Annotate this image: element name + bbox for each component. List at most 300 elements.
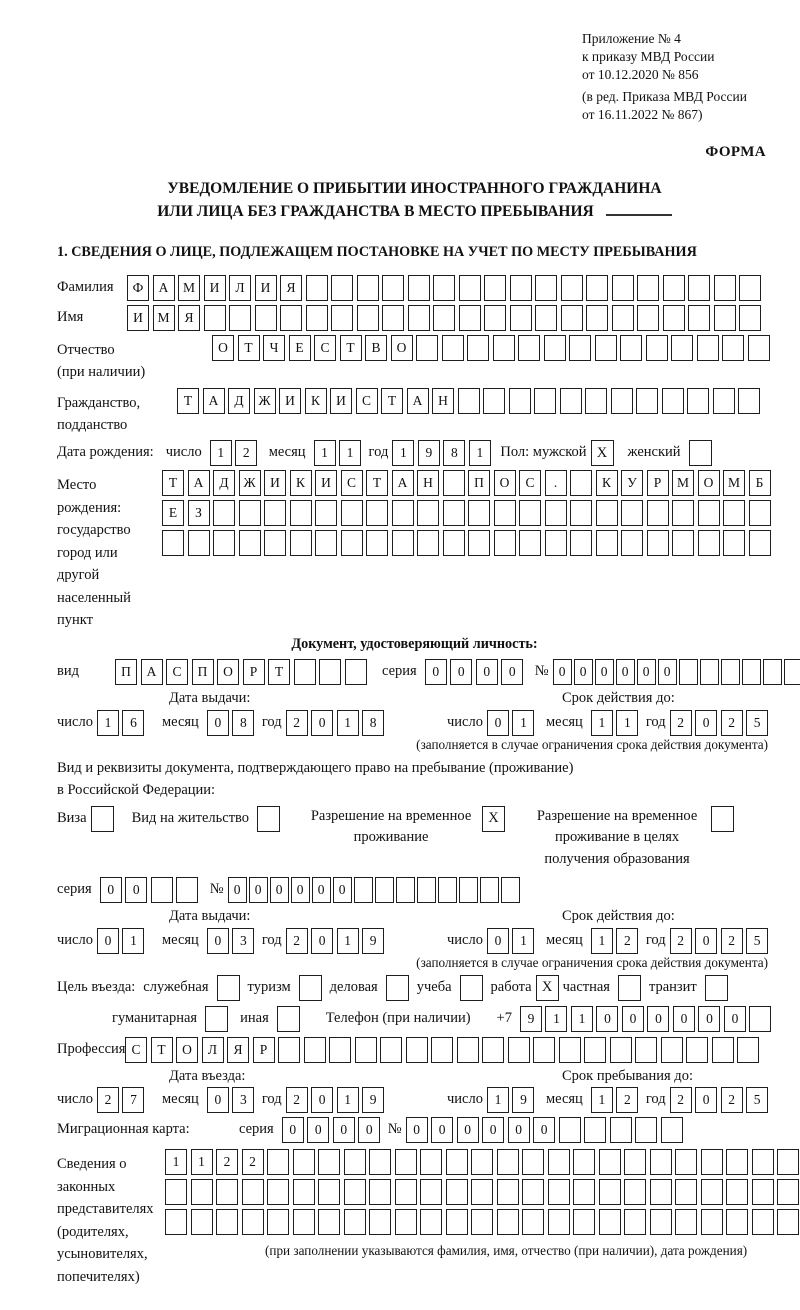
form-cell[interactable]: Р — [243, 659, 265, 685]
form-cell[interactable] — [501, 877, 520, 903]
form-cell[interactable] — [586, 305, 608, 331]
form-cell[interactable] — [443, 470, 465, 496]
form-cell[interactable]: Е — [162, 500, 184, 526]
form-cell[interactable] — [722, 335, 744, 361]
form-cell[interactable]: И — [255, 275, 277, 301]
form-cell[interactable]: 3 — [232, 928, 254, 954]
form-cell[interactable] — [713, 388, 735, 414]
form-cell[interactable] — [612, 305, 634, 331]
form-cell[interactable] — [721, 659, 740, 685]
permit-number-cells[interactable] — [228, 877, 522, 903]
form-cell[interactable] — [392, 500, 414, 526]
form-cell[interactable] — [748, 335, 770, 361]
form-cell[interactable] — [459, 305, 481, 331]
form-cell[interactable] — [739, 305, 761, 331]
form-cell[interactable]: 9 — [418, 440, 440, 466]
form-cell[interactable]: 1 — [122, 928, 144, 954]
form-cell[interactable] — [637, 305, 659, 331]
form-cell[interactable] — [484, 275, 506, 301]
form-cell[interactable]: 0 — [311, 710, 333, 736]
form-cell[interactable] — [497, 1209, 519, 1235]
form-cell[interactable] — [446, 1149, 468, 1175]
form-cell[interactable]: И — [204, 275, 226, 301]
form-cell[interactable]: С — [125, 1037, 147, 1063]
stay-month-cells[interactable] — [591, 1087, 642, 1113]
doc-issue-year-cells[interactable] — [286, 710, 388, 736]
form-cell[interactable] — [570, 500, 592, 526]
form-cell[interactable] — [661, 1037, 683, 1063]
form-cell[interactable]: 0 — [501, 659, 523, 685]
form-cell[interactable]: 2 — [97, 1087, 119, 1113]
form-cell[interactable] — [151, 877, 173, 903]
form-cell[interactable]: О — [391, 335, 413, 361]
form-cell[interactable] — [599, 1149, 621, 1175]
form-cell[interactable]: 1 — [487, 1087, 509, 1113]
form-cell[interactable]: Ж — [254, 388, 276, 414]
form-cell[interactable]: 0 — [622, 1006, 644, 1032]
form-cell[interactable] — [701, 1149, 723, 1175]
form-cell[interactable] — [510, 305, 532, 331]
form-cell[interactable]: 5 — [746, 1087, 768, 1113]
purpose-humanitarian-checkbox[interactable] — [205, 1006, 228, 1032]
form-cell[interactable] — [714, 305, 736, 331]
form-cell[interactable] — [701, 1179, 723, 1205]
form-cell[interactable]: 0 — [125, 877, 147, 903]
form-cell[interactable]: А — [153, 275, 175, 301]
form-cell[interactable] — [315, 500, 337, 526]
form-cell[interactable] — [647, 500, 669, 526]
form-cell[interactable] — [467, 335, 489, 361]
form-cell[interactable]: С — [314, 335, 336, 361]
form-cell[interactable] — [726, 1149, 748, 1175]
form-cell[interactable] — [494, 530, 516, 556]
form-cell[interactable]: Т — [268, 659, 290, 685]
form-cell[interactable]: 0 — [658, 659, 677, 685]
form-cell[interactable]: М — [723, 470, 745, 496]
form-cell[interactable]: 0 — [695, 928, 717, 954]
form-cell[interactable] — [777, 1209, 799, 1235]
form-cell[interactable]: 0 — [482, 1117, 504, 1143]
form-cell[interactable]: 0 — [97, 928, 119, 954]
form-cell[interactable] — [573, 1179, 595, 1205]
form-cell[interactable]: Л — [229, 275, 251, 301]
form-cell[interactable] — [672, 530, 694, 556]
form-cell[interactable] — [752, 1149, 774, 1175]
migration-number-cells[interactable] — [406, 1117, 687, 1143]
form-cell[interactable] — [777, 1179, 799, 1205]
entry-day-cells[interactable] — [97, 1087, 148, 1113]
form-cell[interactable] — [165, 1209, 187, 1235]
form-cell[interactable] — [267, 1179, 289, 1205]
form-cell[interactable] — [624, 1149, 646, 1175]
form-cell[interactable] — [726, 1179, 748, 1205]
doc-valid-month-cells[interactable] — [591, 710, 642, 736]
form-cell[interactable]: 0 — [695, 1087, 717, 1113]
form-cell[interactable] — [484, 305, 506, 331]
form-cell[interactable]: П — [115, 659, 137, 685]
form-cell[interactable] — [723, 530, 745, 556]
form-cell[interactable]: Т — [162, 470, 184, 496]
form-cell[interactable] — [264, 530, 286, 556]
form-cell[interactable] — [635, 1037, 657, 1063]
form-cell[interactable] — [366, 500, 388, 526]
form-cell[interactable]: 5 — [746, 710, 768, 736]
form-cell[interactable]: 1 — [571, 1006, 593, 1032]
form-cell[interactable]: 0 — [425, 659, 447, 685]
form-cell[interactable]: А — [203, 388, 225, 414]
representatives-row-3[interactable] — [165, 1209, 800, 1235]
birth-day-cells[interactable] — [210, 440, 261, 466]
form-cell[interactable] — [585, 388, 607, 414]
form-cell[interactable]: Я — [178, 305, 200, 331]
form-cell[interactable] — [742, 659, 761, 685]
form-cell[interactable] — [341, 500, 363, 526]
form-cell[interactable] — [545, 500, 567, 526]
form-cell[interactable]: С — [166, 659, 188, 685]
purpose-transit-checkbox[interactable] — [705, 975, 728, 1001]
form-cell[interactable] — [752, 1209, 774, 1235]
form-cell[interactable]: 0 — [207, 928, 229, 954]
form-cell[interactable] — [396, 877, 415, 903]
form-cell[interactable] — [739, 275, 761, 301]
form-cell[interactable]: 1 — [165, 1149, 187, 1175]
form-cell[interactable]: 1 — [97, 710, 119, 736]
form-cell[interactable]: 2 — [721, 710, 743, 736]
form-cell[interactable] — [662, 388, 684, 414]
form-cell[interactable]: 2 — [721, 928, 743, 954]
form-cell[interactable] — [646, 335, 668, 361]
form-cell[interactable] — [494, 500, 516, 526]
form-cell[interactable]: Ж — [239, 470, 261, 496]
form-cell[interactable] — [624, 1209, 646, 1235]
form-cell[interactable] — [675, 1149, 697, 1175]
form-cell[interactable]: 9 — [512, 1087, 534, 1113]
form-cell[interactable] — [712, 1037, 734, 1063]
form-cell[interactable]: Т — [366, 470, 388, 496]
form-cell[interactable] — [509, 388, 531, 414]
form-cell[interactable]: А — [141, 659, 163, 685]
form-cell[interactable] — [698, 530, 720, 556]
form-cell[interactable] — [318, 1209, 340, 1235]
form-cell[interactable] — [468, 500, 490, 526]
form-cell[interactable] — [395, 1149, 417, 1175]
permit-valid-month-cells[interactable] — [591, 928, 642, 954]
form-cell[interactable]: Н — [432, 388, 454, 414]
form-cell[interactable] — [675, 1179, 697, 1205]
form-cell[interactable] — [417, 530, 439, 556]
form-cell[interactable] — [675, 1209, 697, 1235]
form-cell[interactable] — [672, 500, 694, 526]
form-cell[interactable] — [375, 877, 394, 903]
form-cell[interactable] — [165, 1179, 187, 1205]
form-cell[interactable]: С — [341, 470, 363, 496]
form-cell[interactable] — [341, 530, 363, 556]
permit-issue-month-cells[interactable] — [207, 928, 258, 954]
form-cell[interactable]: А — [392, 470, 414, 496]
form-cell[interactable] — [290, 500, 312, 526]
surname-cells[interactable] — [127, 275, 765, 301]
form-cell[interactable]: В — [365, 335, 387, 361]
form-cell[interactable]: Т — [340, 335, 362, 361]
form-cell[interactable] — [749, 1006, 771, 1032]
form-cell[interactable] — [176, 877, 198, 903]
form-cell[interactable] — [290, 530, 312, 556]
form-cell[interactable]: 0 — [450, 659, 472, 685]
form-cell[interactable]: 8 — [443, 440, 465, 466]
form-cell[interactable]: М — [153, 305, 175, 331]
form-cell[interactable] — [345, 659, 367, 685]
form-cell[interactable]: 0 — [487, 710, 509, 736]
form-cell[interactable] — [162, 530, 184, 556]
patronymic-cells[interactable] — [212, 335, 773, 361]
profession-cells[interactable] — [125, 1037, 763, 1063]
form-cell[interactable] — [686, 1037, 708, 1063]
permit-issue-year-cells[interactable] — [286, 928, 388, 954]
form-cell[interactable]: 2 — [242, 1149, 264, 1175]
form-cell[interactable]: 1 — [339, 440, 361, 466]
form-cell[interactable] — [573, 1149, 595, 1175]
form-cell[interactable] — [610, 1037, 632, 1063]
purpose-official-checkbox[interactable] — [217, 975, 240, 1001]
form-cell[interactable]: 1 — [337, 710, 359, 736]
form-cell[interactable] — [650, 1179, 672, 1205]
birthplace-row-3[interactable] — [162, 530, 774, 556]
form-cell[interactable] — [293, 1209, 315, 1235]
form-cell[interactable] — [621, 500, 643, 526]
form-cell[interactable] — [382, 275, 404, 301]
form-cell[interactable] — [570, 530, 592, 556]
entry-year-cells[interactable] — [286, 1087, 388, 1113]
form-cell[interactable]: П — [468, 470, 490, 496]
form-cell[interactable]: 0 — [695, 710, 717, 736]
form-cell[interactable] — [344, 1149, 366, 1175]
form-cell[interactable] — [216, 1209, 238, 1235]
form-cell[interactable]: П — [192, 659, 214, 685]
form-cell[interactable] — [264, 500, 286, 526]
form-cell[interactable]: 0 — [616, 659, 635, 685]
form-cell[interactable] — [763, 659, 782, 685]
form-cell[interactable] — [661, 1117, 683, 1143]
birthplace-row-1[interactable] — [162, 470, 774, 496]
form-cell[interactable]: Л — [202, 1037, 224, 1063]
form-cell[interactable] — [239, 500, 261, 526]
form-cell[interactable] — [443, 530, 465, 556]
permit-series-cells[interactable] — [100, 877, 202, 903]
form-cell[interactable] — [548, 1209, 570, 1235]
form-cell[interactable]: И — [330, 388, 352, 414]
form-cell[interactable] — [586, 275, 608, 301]
form-cell[interactable] — [522, 1209, 544, 1235]
doc-series-cells[interactable] — [425, 659, 527, 685]
form-cell[interactable]: Т — [381, 388, 403, 414]
doc-issue-month-cells[interactable] — [207, 710, 258, 736]
form-cell[interactable] — [294, 659, 316, 685]
form-cell[interactable]: О — [212, 335, 234, 361]
form-cell[interactable]: 8 — [362, 710, 384, 736]
form-cell[interactable]: З — [188, 500, 210, 526]
form-cell[interactable] — [392, 530, 414, 556]
form-cell[interactable]: 0 — [291, 877, 310, 903]
form-cell[interactable] — [382, 305, 404, 331]
form-cell[interactable]: 2 — [616, 928, 638, 954]
form-cell[interactable]: 0 — [406, 1117, 428, 1143]
form-cell[interactable]: 7 — [122, 1087, 144, 1113]
form-cell[interactable] — [191, 1209, 213, 1235]
form-cell[interactable]: А — [188, 470, 210, 496]
form-cell[interactable] — [612, 275, 634, 301]
form-cell[interactable] — [239, 530, 261, 556]
form-cell[interactable] — [697, 335, 719, 361]
residence-permit-checkbox[interactable] — [257, 806, 280, 832]
form-cell[interactable]: О — [494, 470, 516, 496]
form-cell[interactable] — [458, 388, 480, 414]
form-cell[interactable] — [688, 305, 710, 331]
phone-cells[interactable] — [520, 1006, 775, 1032]
form-cell[interactable] — [650, 1149, 672, 1175]
representatives-row-2[interactable] — [165, 1179, 800, 1205]
form-cell[interactable] — [620, 335, 642, 361]
form-cell[interactable]: О — [217, 659, 239, 685]
birth-month-cells[interactable] — [314, 440, 365, 466]
form-cell[interactable]: 1 — [392, 440, 414, 466]
temp-residence-checkbox[interactable]: X — [482, 806, 505, 832]
form-cell[interactable] — [315, 530, 337, 556]
purpose-tourism-checkbox[interactable] — [299, 975, 322, 1001]
form-cell[interactable]: 9 — [362, 1087, 384, 1113]
form-cell[interactable] — [663, 305, 685, 331]
form-cell[interactable] — [483, 388, 505, 414]
form-cell[interactable]: 0 — [307, 1117, 329, 1143]
form-cell[interactable] — [671, 335, 693, 361]
purpose-work-checkbox[interactable]: X — [536, 975, 559, 1001]
form-cell[interactable]: 2 — [616, 1087, 638, 1113]
form-cell[interactable] — [544, 335, 566, 361]
form-cell[interactable] — [621, 530, 643, 556]
form-cell[interactable] — [242, 1179, 264, 1205]
form-cell[interactable]: С — [519, 470, 541, 496]
form-cell[interactable]: 0 — [282, 1117, 304, 1143]
form-cell[interactable]: 2 — [235, 440, 257, 466]
doc-valid-year-cells[interactable] — [670, 710, 772, 736]
form-cell[interactable] — [331, 275, 353, 301]
doc-type-cells[interactable] — [115, 659, 370, 685]
form-cell[interactable]: М — [672, 470, 694, 496]
form-cell[interactable] — [497, 1149, 519, 1175]
form-cell[interactable] — [306, 275, 328, 301]
form-cell[interactable] — [545, 530, 567, 556]
form-cell[interactable] — [417, 500, 439, 526]
form-cell[interactable] — [714, 275, 736, 301]
form-cell[interactable] — [318, 1179, 340, 1205]
form-cell[interactable]: Ч — [263, 335, 285, 361]
form-cell[interactable]: 0 — [333, 1117, 355, 1143]
form-cell[interactable] — [442, 335, 464, 361]
stay-year-cells[interactable] — [670, 1087, 772, 1113]
form-cell[interactable] — [191, 1179, 213, 1205]
name-cells[interactable] — [127, 305, 765, 331]
form-cell[interactable] — [559, 1117, 581, 1143]
citizenship-cells[interactable] — [177, 388, 764, 414]
form-cell[interactable] — [749, 500, 771, 526]
form-cell[interactable]: 1 — [191, 1149, 213, 1175]
form-cell[interactable] — [650, 1209, 672, 1235]
form-cell[interactable]: 1 — [337, 928, 359, 954]
form-cell[interactable] — [369, 1149, 391, 1175]
form-cell[interactable] — [420, 1209, 442, 1235]
form-cell[interactable]: 1 — [314, 440, 336, 466]
form-cell[interactable]: О — [698, 470, 720, 496]
form-cell[interactable] — [446, 1209, 468, 1235]
form-cell[interactable] — [548, 1149, 570, 1175]
form-cell[interactable]: 1 — [512, 710, 534, 736]
permit-valid-year-cells[interactable] — [670, 928, 772, 954]
form-cell[interactable]: Т — [238, 335, 260, 361]
form-cell[interactable]: 0 — [476, 659, 498, 685]
form-cell[interactable] — [417, 877, 436, 903]
form-cell[interactable]: 6 — [122, 710, 144, 736]
form-cell[interactable]: 0 — [595, 659, 614, 685]
form-cell[interactable] — [459, 275, 481, 301]
form-cell[interactable]: 1 — [616, 710, 638, 736]
form-cell[interactable]: 0 — [698, 1006, 720, 1032]
form-cell[interactable] — [573, 1209, 595, 1235]
form-cell[interactable]: 1 — [337, 1087, 359, 1113]
form-cell[interactable]: 2 — [286, 1087, 308, 1113]
form-cell[interactable] — [431, 1037, 453, 1063]
form-cell[interactable]: Я — [227, 1037, 249, 1063]
form-cell[interactable] — [561, 275, 583, 301]
form-cell[interactable]: 5 — [746, 928, 768, 954]
form-cell[interactable] — [242, 1209, 264, 1235]
doc-issue-day-cells[interactable] — [97, 710, 148, 736]
form-cell[interactable]: 0 — [487, 928, 509, 954]
form-cell[interactable]: 0 — [637, 659, 656, 685]
form-cell[interactable]: 0 — [596, 1006, 618, 1032]
form-cell[interactable]: Д — [228, 388, 250, 414]
form-cell[interactable]: 2 — [286, 928, 308, 954]
form-cell[interactable] — [569, 335, 591, 361]
form-cell[interactable] — [701, 1209, 723, 1235]
form-cell[interactable]: 0 — [574, 659, 593, 685]
form-cell[interactable]: 0 — [312, 877, 331, 903]
form-cell[interactable] — [395, 1209, 417, 1235]
permit-valid-day-cells[interactable] — [487, 928, 538, 954]
form-cell[interactable] — [723, 500, 745, 526]
form-cell[interactable] — [304, 1037, 326, 1063]
form-cell[interactable]: И — [315, 470, 337, 496]
form-cell[interactable] — [369, 1209, 391, 1235]
form-cell[interactable] — [535, 305, 557, 331]
form-cell[interactable] — [331, 305, 353, 331]
form-cell[interactable] — [533, 1037, 555, 1063]
representatives-row-1[interactable] — [165, 1149, 800, 1175]
form-cell[interactable] — [369, 1179, 391, 1205]
form-cell[interactable] — [395, 1179, 417, 1205]
form-cell[interactable] — [344, 1209, 366, 1235]
form-cell[interactable] — [471, 1149, 493, 1175]
purpose-study-checkbox[interactable] — [460, 975, 483, 1001]
birthplace-row-2[interactable] — [162, 500, 774, 526]
form-cell[interactable] — [267, 1209, 289, 1235]
form-cell[interactable] — [354, 877, 373, 903]
form-cell[interactable]: Ф — [127, 275, 149, 301]
form-cell[interactable] — [560, 388, 582, 414]
form-cell[interactable] — [777, 1149, 799, 1175]
form-cell[interactable] — [497, 1179, 519, 1205]
form-cell[interactable] — [408, 305, 430, 331]
form-cell[interactable] — [610, 1117, 632, 1143]
form-cell[interactable] — [229, 305, 251, 331]
